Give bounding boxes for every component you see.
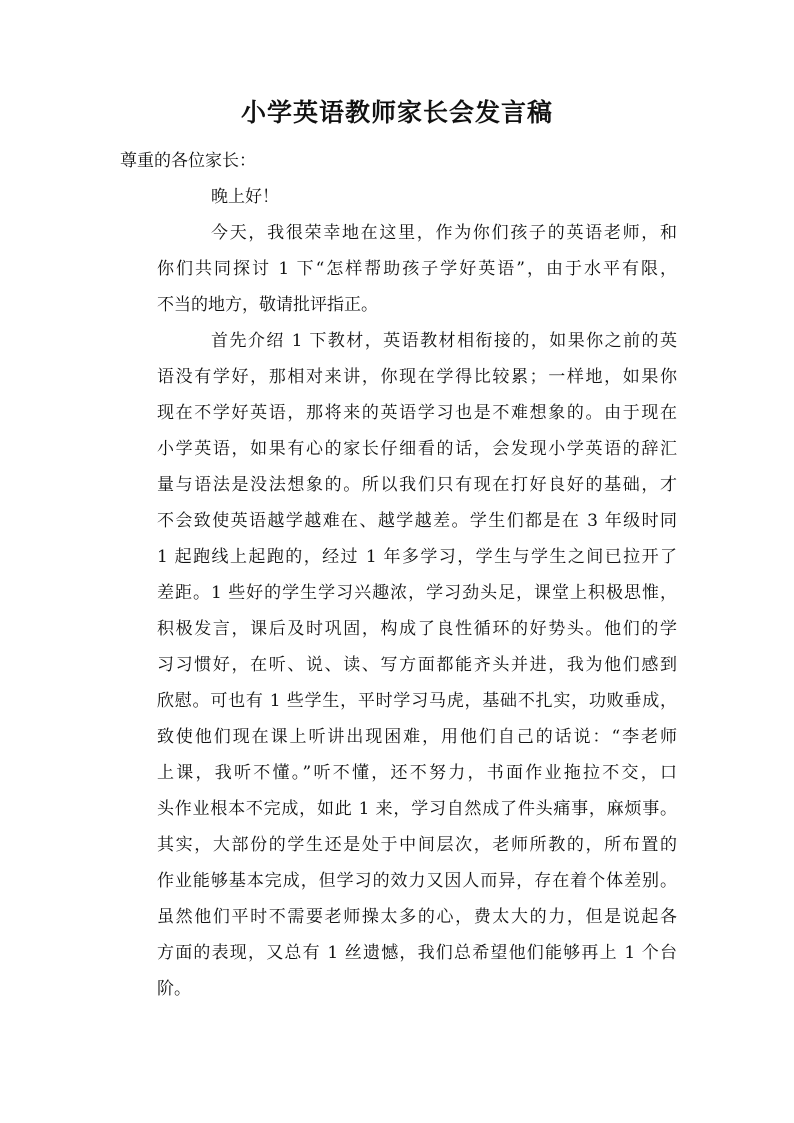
paragraph-line: 不当的地方，敬请批评指正。 <box>157 295 378 315</box>
paragraph-line: 1 起跑线上起跑的，经过 1 年多学习，学生与学生之间已拉开了 <box>157 547 677 567</box>
paragraph-line: 欣慰。可也有 1 些学生，平时学习马虎，基础不扎实，功败垂成， <box>157 691 677 711</box>
paragraph-line: 语没有学好，那相对来讲，你现在学得比较累；一样地，如果你 <box>157 367 677 387</box>
paragraph-line: 阶。 <box>157 979 191 999</box>
greeting: 晚上好！ <box>211 187 279 207</box>
paragraph-line: 虽然他们平时不需要老师操太多的心，费太大的力，但是说起各 <box>157 907 677 927</box>
paragraph-line: 头作业根本不完成，如此 1 来，学习自然成了件头痛事，麻烦事。 <box>157 799 677 819</box>
paragraph-line: 差距。1 些好的学生学习兴趣浓，学习劲头足，课堂上积极思惟， <box>157 583 677 603</box>
paragraph-line: 作业能够基本完成，但学习的效力又因人而异，存在着个体差别。 <box>157 871 677 891</box>
paragraph-line: 方面的表现，又总有 1 丝遗憾，我们总希望他们能够再上 1 个台 <box>157 943 677 963</box>
paragraph-line: 积极发言，课后及时巩固，构成了良性循环的好势头。他们的学 <box>157 619 677 639</box>
paragraph-line: 首先介绍 1 下教材，英语教材相衔接的，如果你之前的英 <box>211 331 677 351</box>
paragraph-line: 你们共同探讨 1 下“怎样帮助孩子学好英语”，由于水平有限， <box>157 259 677 279</box>
document-title: 小学英语教师家长会发言稿 <box>240 98 553 127</box>
paragraph-line: 其实，大部份的学生还是处于中间层次，老师所教的，所布置的 <box>157 835 677 855</box>
paragraph-line: 习习惯好，在听、说、读、写方面都能齐头并进，我为他们感到 <box>157 655 677 675</box>
salutation: 尊重的各位家长： <box>120 151 256 171</box>
paragraph-line: 小学英语，如果有心的家长仔细看的话，会发现小学英语的辞汇 <box>157 439 677 459</box>
paragraph-line: 今天，我很荣幸地在这里，作为你们孩子的英语老师，和 <box>211 223 677 243</box>
paragraph-line: 致使他们现在课上听讲出现困难，用他们自己的话说：“李老师 <box>157 727 677 747</box>
paragraph-line: 不会致使英语越学越难在、越学越差。学生们都是在 3 年级时同 <box>157 511 677 531</box>
paragraph-line: 量与语法是没法想象的。所以我们只有现在打好良好的基础，才 <box>157 475 677 495</box>
paragraph-line: 上课，我听不懂。”听不懂，还不努力，书面作业拖拉不交，口 <box>157 763 677 783</box>
paragraph-line: 现在不学好英语，那将来的英语学习也是不难想象的。由于现在 <box>157 403 677 423</box>
